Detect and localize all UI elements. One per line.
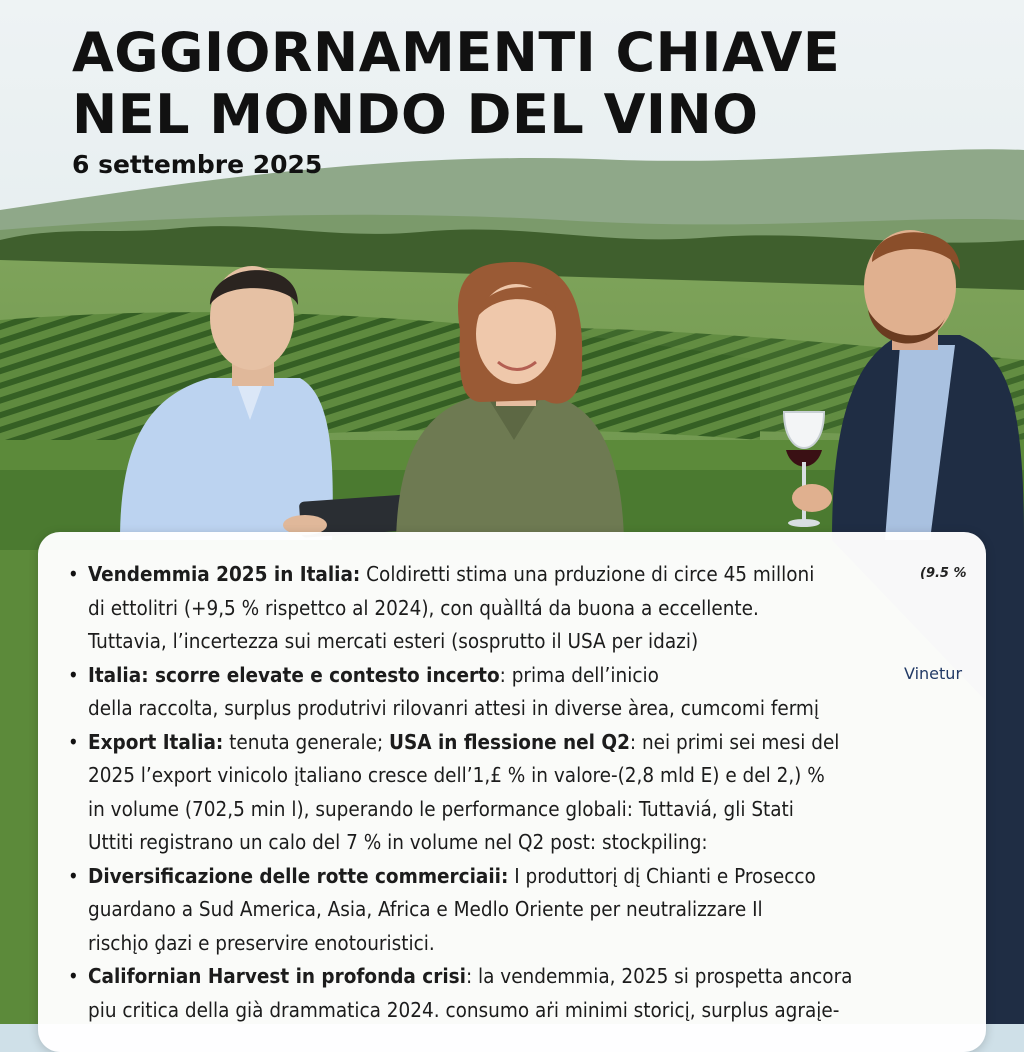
news-text: della raccolta, surplus produtrivi rilovanri attesi in diverse àrea, cumcomi fermį [88, 696, 820, 720]
brand-label: Vinetur [904, 664, 963, 683]
news-text: guardano a Sud America, Asia, Africa e Medlo Oriente per neutralizzare Il [88, 897, 763, 921]
news-list [88, 558, 908, 1027]
news-heading: Italia: scorre elevate e contesto incerto [88, 662, 500, 687]
news-item-california [88, 960, 908, 1027]
news-item-vendemmia-italia [88, 558, 908, 659]
title-line-1: AGGIORNAMENTI CHIAVE [72, 21, 841, 84]
news-text: Tuttavia, l’incertezza sui mercati esteri (sosprutto il USA per idazi) [88, 629, 699, 653]
news-text: : prima dell’inicio [499, 662, 659, 687]
news-text: Uttiti registrano un calo del 7 % in volume nel Q2 post: stockpiling: [88, 830, 708, 854]
news-heading: Diversificazione delle rotte commerciaii: [88, 863, 509, 888]
news-text: 2025 l’export vinicolo įtaliano cresce dell’1,£ % in valore-(2,8 mld E) e del 2,) % [88, 763, 825, 787]
news-text: : la vendemmia, 2025 si prospetta ancora [465, 964, 853, 988]
news-text: I produttorį dį Chianti e Prosecco [508, 863, 816, 888]
percent-label: (9.5 % [920, 566, 967, 581]
news-text: : nei primi sei mesi del [629, 729, 840, 754]
news-item-export-italia [88, 726, 908, 860]
news-text: tenuta generale; [223, 729, 390, 754]
news-heading: Vendemmia 2025 in Italia: [88, 562, 361, 586]
news-text: Coldiretti stima una prduzione di circe 45 milloni [360, 562, 815, 586]
news-heading: USA in flessione nel Q2 [389, 729, 630, 754]
title-line-2: NEL MONDO DEL VINO [72, 83, 759, 146]
page-title [72, 22, 840, 146]
news-text: piu critica della già drammatica 2024. consumo aṙi minimi storicį, surplus agraįe- [88, 997, 840, 1022]
news-heading: Export Italia: [88, 729, 224, 754]
news-item-scorte-italia [88, 659, 908, 726]
news-text: rischįo ḑazi e preservire enotouristici. [88, 930, 435, 955]
news-heading: Californian Harvest in profonda crisi [88, 964, 466, 988]
news-text: di ettolitri (+9,5 % rispettco al 2024), con quàlltá da buona a eccellente. [88, 595, 759, 620]
news-text: in volume (702,5 min l), superando le performance globali: Tuttaviá, gli Stati [88, 796, 794, 821]
publication-date: 6 settembre 2025 [72, 150, 323, 179]
news-item-diversificazione [88, 860, 908, 961]
